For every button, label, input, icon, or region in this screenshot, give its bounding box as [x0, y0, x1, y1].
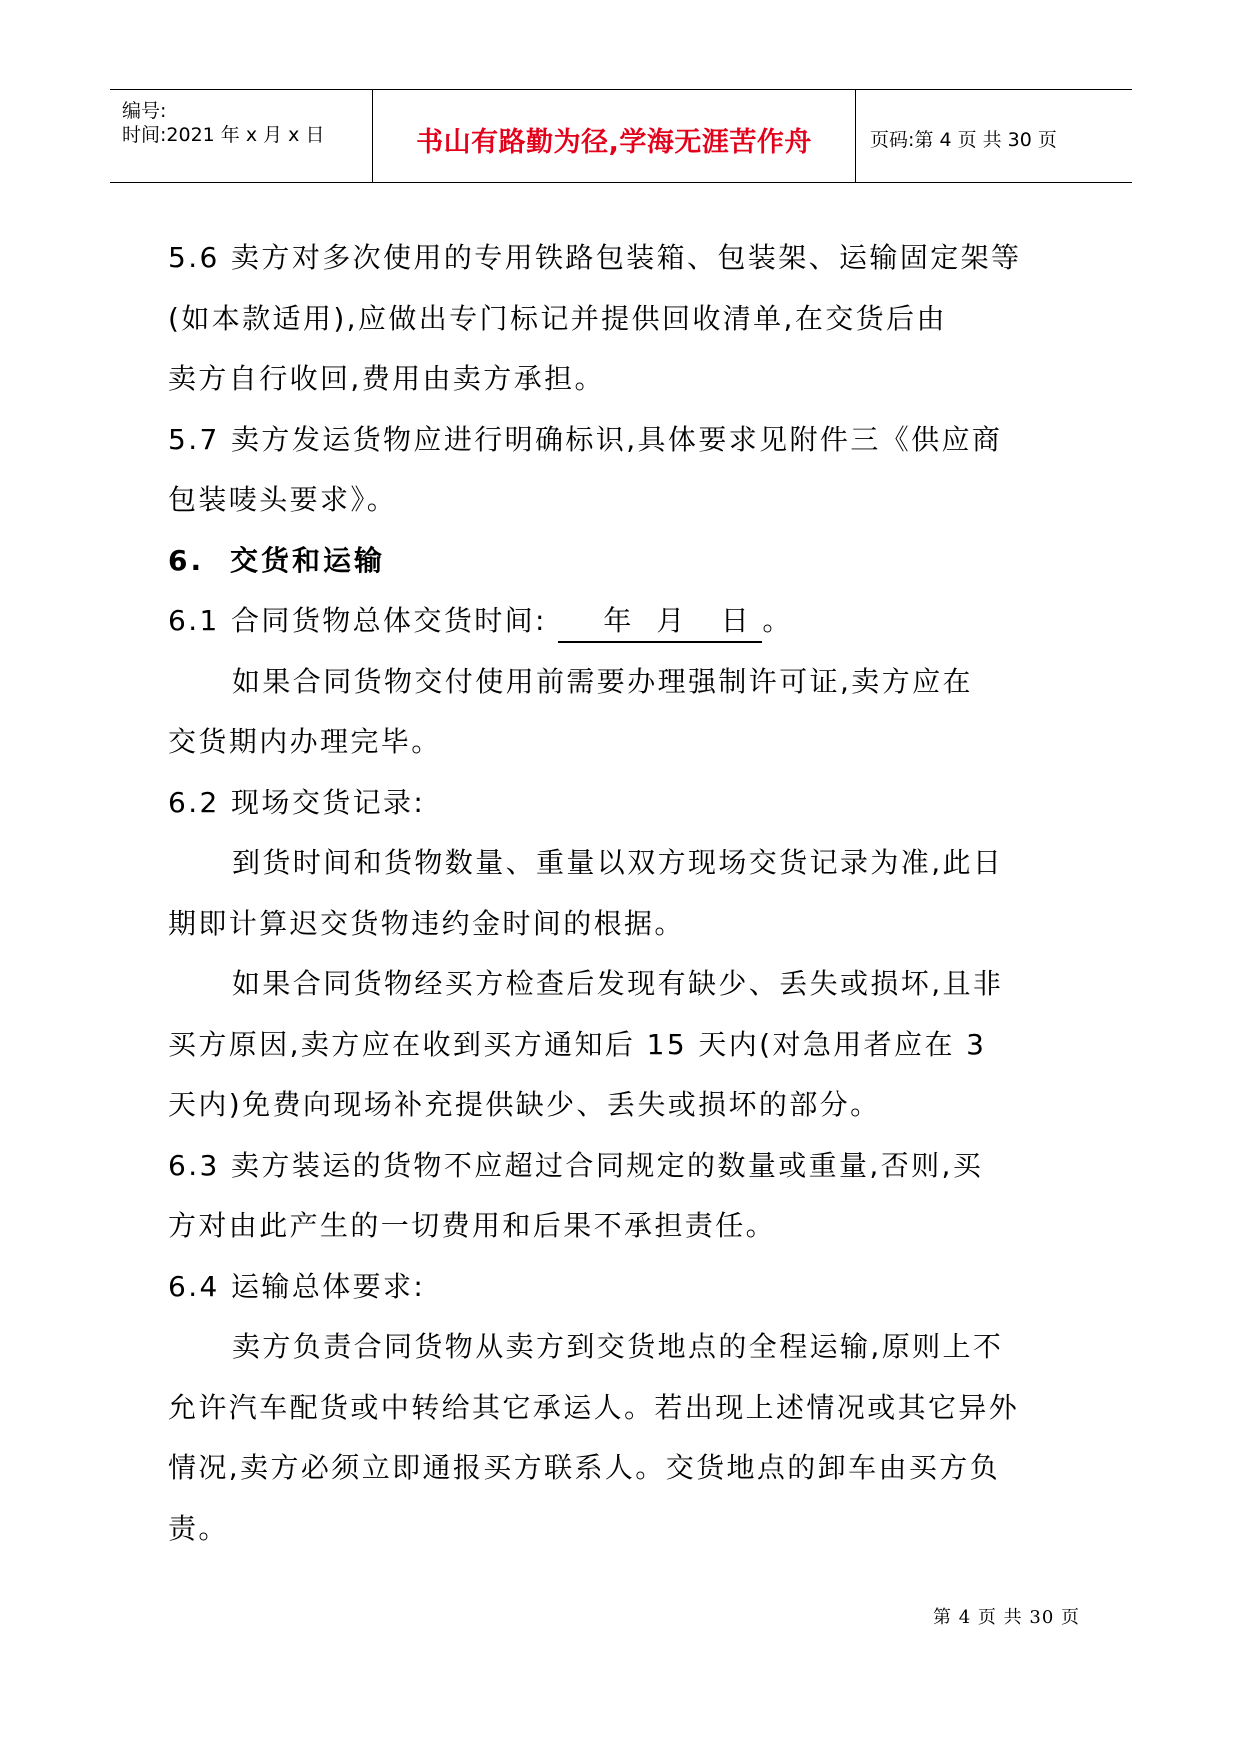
text-line: 卖方自行收回,费用由卖方承担。 [168, 362, 605, 395]
document-time-label: 时间:2021 年 x 月 x 日 [122, 124, 325, 146]
text-line: 如果合同货物交付使用前需要办理强制许可证,卖方应在 [232, 664, 973, 698]
section-heading [168, 531, 1080, 592]
text-line: 6.2 现场交货记录: [168, 785, 426, 819]
text-line: 卖方负责合同货物从卖方到交货地点的全程运输,原则上不 [232, 1330, 1004, 1363]
header-motto: 书山有路勤为径,学海无涯苦作舟 [416, 127, 812, 158]
document-number-label: 编号: [122, 100, 167, 122]
text-line: 交货期内办理完毕。 [168, 725, 442, 758]
delivery-time-line [168, 591, 1080, 652]
text-line: (如本款适用),应做出专门标记并提供回收清单,在交货后由 [168, 301, 947, 335]
page-header [110, 89, 1132, 183]
text-line: 6.4 运输总体要求: [168, 1269, 426, 1303]
text-line: 允许汽车配货或中转给其它承运人。若出现上述情况或其它异外 [168, 1390, 1020, 1424]
section-number: 6. [168, 543, 205, 577]
text-line: 方对由此产生的一切费用和后果不承担责任。 [168, 1209, 777, 1242]
header-page-number: 页码:第 4 页 共 30 页 [870, 129, 1057, 151]
text-line: 期即计算迟交货物违约金时间的根据。 [168, 906, 685, 940]
header-page-cell [856, 90, 1132, 182]
text-line: 5.6 卖方对多次使用的专用铁路包装箱、包装架、运输固定架等 [168, 241, 1022, 274]
header-motto-cell [373, 90, 856, 182]
text-line: 包装唛头要求》。 [168, 483, 398, 516]
text-line: 买方原因,卖方应在收到买方通知后 15 天内(对急用者应在 3 [168, 1027, 987, 1061]
header-info-cell [110, 90, 373, 182]
delivery-time-label: 6.1 合同货物总体交货时间: [168, 604, 547, 637]
text-line: 责。 [168, 1511, 229, 1545]
delivery-date-text: 年 月 日 [603, 604, 752, 637]
page-footer: 第 4 页 共 30 页 [933, 1607, 1080, 1628]
text-line: 到货时间和货物数量、重量以双方现场交货记录为准,此日 [232, 846, 1004, 879]
text-line: 5.7 卖方发运货物应进行明确标识,具体要求见附件三《供应商 [168, 422, 1003, 456]
delivery-date-blank [558, 601, 762, 643]
text-line: 天内)免费向现场补充提供缺少、丢失或损坏的部分。 [168, 1088, 881, 1121]
text-line: 6.3 卖方装运的货物不应超过合同规定的数量或重量,否则,买 [168, 1148, 984, 1182]
delivery-time-end: 。 [762, 604, 793, 637]
text-line: 如果合同货物经买方检查后发现有缺少、丢失或损坏,且非 [232, 967, 1004, 1000]
text-line: 情况,卖方必须立即通报买方联系人。交货地点的卸车由买方负 [168, 1451, 1001, 1484]
document-body [168, 228, 1080, 1559]
section-title: 交货和运输 [230, 543, 386, 577]
